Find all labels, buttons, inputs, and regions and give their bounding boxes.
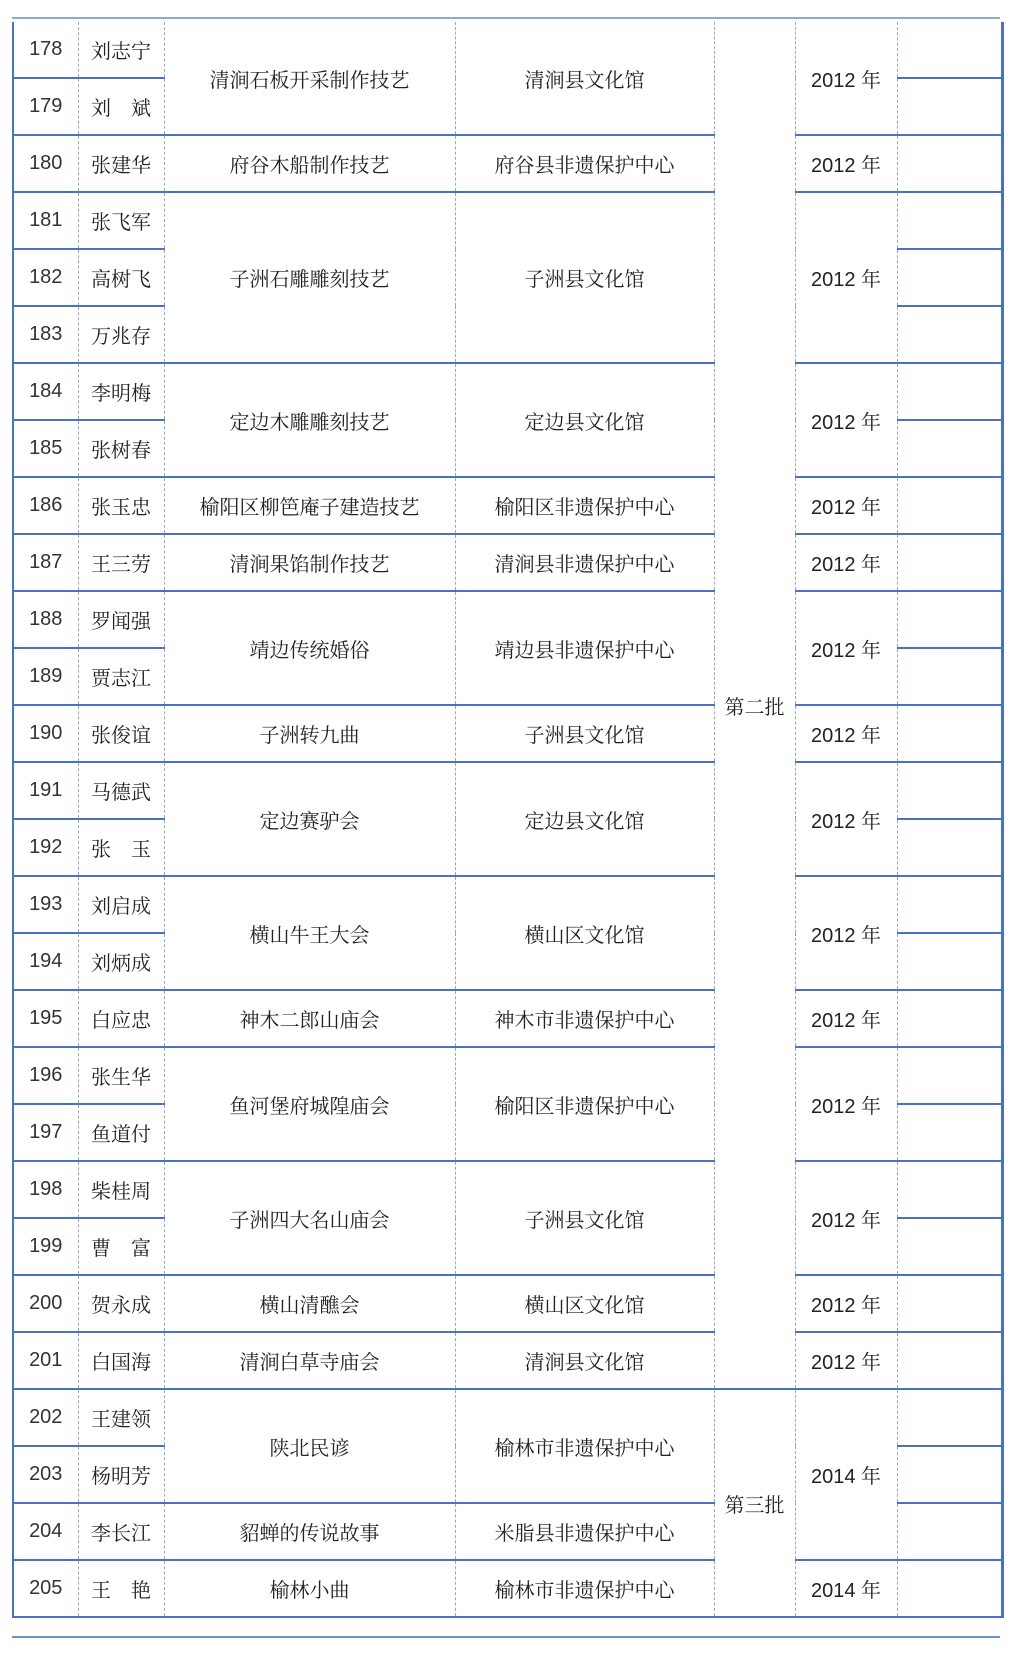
inheritor-name: 刘志宁 (78, 22, 164, 78)
batch-label: 第三批 (714, 1389, 795, 1617)
remark-cell (897, 1275, 1002, 1332)
year-cell: 2012 年 (795, 762, 897, 876)
project-name: 清涧果馅制作技艺 (164, 534, 455, 591)
row-number: 199 (13, 1218, 78, 1275)
year-cell: 2012 年 (795, 1047, 897, 1161)
remark-cell (897, 648, 1002, 705)
project-name: 榆阳区柳笆庵子建造技艺 (164, 477, 455, 534)
remark-cell (897, 306, 1002, 363)
row-number: 195 (13, 990, 78, 1047)
project-name: 横山牛王大会 (164, 876, 455, 990)
project-name: 清涧白草寺庙会 (164, 1332, 455, 1389)
remark-cell (897, 1503, 1002, 1560)
remark-cell (897, 249, 1002, 306)
bottom-rule (12, 1636, 1000, 1638)
inheritor-name: 罗闻强 (78, 591, 164, 648)
inheritor-name: 张建华 (78, 135, 164, 192)
project-name: 子洲石雕雕刻技艺 (164, 192, 455, 363)
row-number: 186 (13, 477, 78, 534)
inheritor-name: 刘启成 (78, 876, 164, 933)
inheritor-name: 马德武 (78, 762, 164, 819)
inheritor-name: 张生华 (78, 1047, 164, 1104)
year-cell: 2012 年 (795, 990, 897, 1047)
protection-unit: 定边县文化馆 (455, 363, 714, 477)
project-name: 神木二郎山庙会 (164, 990, 455, 1047)
remark-cell (897, 135, 1002, 192)
row-number: 198 (13, 1161, 78, 1218)
inheritor-name: 鱼道付 (78, 1104, 164, 1161)
table-row (13, 591, 1002, 648)
row-number: 194 (13, 933, 78, 990)
remark-cell (897, 876, 1002, 933)
project-name: 貂蝉的传说故事 (164, 1503, 455, 1560)
inheritor-name: 贺永成 (78, 1275, 164, 1332)
inheritor-table (12, 22, 1004, 1618)
row-number: 181 (13, 192, 78, 249)
row-number: 183 (13, 306, 78, 363)
remark-cell (897, 1104, 1002, 1161)
project-name: 清涧石板开采制作技艺 (164, 22, 455, 135)
remark-cell (897, 534, 1002, 591)
row-number: 200 (13, 1275, 78, 1332)
year-cell: 2012 年 (795, 876, 897, 990)
inheritor-name: 杨明芳 (78, 1446, 164, 1503)
row-number: 202 (13, 1389, 78, 1446)
row-number: 196 (13, 1047, 78, 1104)
inheritor-name: 柴桂周 (78, 1161, 164, 1218)
year-cell: 2012 年 (795, 591, 897, 705)
protection-unit: 清涧县非遗保护中心 (455, 534, 714, 591)
year-cell: 2012 年 (795, 192, 897, 363)
row-number: 182 (13, 249, 78, 306)
protection-unit: 府谷县非遗保护中心 (455, 135, 714, 192)
table-row (13, 762, 1002, 819)
protection-unit: 榆阳区非遗保护中心 (455, 1047, 714, 1161)
row-number: 197 (13, 1104, 78, 1161)
table-row (13, 990, 1002, 1047)
protection-unit: 榆阳区非遗保护中心 (455, 477, 714, 534)
year-cell: 2012 年 (795, 22, 897, 135)
protection-unit: 神木市非遗保护中心 (455, 990, 714, 1047)
remark-cell (897, 933, 1002, 990)
row-number: 187 (13, 534, 78, 591)
project-name: 靖边传统婚俗 (164, 591, 455, 705)
protection-unit: 子洲县文化馆 (455, 192, 714, 363)
protection-unit: 榆林市非遗保护中心 (455, 1389, 714, 1503)
remark-cell (897, 762, 1002, 819)
year-cell: 2012 年 (795, 1161, 897, 1275)
table-row (13, 1047, 1002, 1104)
project-name: 横山清醮会 (164, 1275, 455, 1332)
year-cell: 2012 年 (795, 1332, 897, 1389)
protection-unit: 榆林市非遗保护中心 (455, 1560, 714, 1617)
project-name: 陕北民谚 (164, 1389, 455, 1503)
table-row (13, 192, 1002, 249)
row-number: 188 (13, 591, 78, 648)
year-cell: 2014 年 (795, 1560, 897, 1617)
project-name: 子洲四大名山庙会 (164, 1161, 455, 1275)
remark-cell (897, 1161, 1002, 1218)
row-number: 204 (13, 1503, 78, 1560)
remark-cell (897, 78, 1002, 135)
inheritor-name: 张俊谊 (78, 705, 164, 762)
table-row (13, 1275, 1002, 1332)
row-number: 178 (13, 22, 78, 78)
project-name: 定边赛驴会 (164, 762, 455, 876)
protection-unit: 清涧县文化馆 (455, 22, 714, 135)
remark-cell (897, 420, 1002, 477)
year-cell: 2012 年 (795, 363, 897, 477)
protection-unit: 子洲县文化馆 (455, 705, 714, 762)
row-number: 201 (13, 1332, 78, 1389)
year-cell: 2012 年 (795, 135, 897, 192)
inheritor-name: 贾志江 (78, 648, 164, 705)
remark-cell (897, 1218, 1002, 1275)
table-row (13, 1161, 1002, 1218)
row-number: 190 (13, 705, 78, 762)
row-number: 189 (13, 648, 78, 705)
remark-cell (897, 819, 1002, 876)
project-name: 定边木雕雕刻技艺 (164, 363, 455, 477)
table-row (13, 534, 1002, 591)
remark-cell (897, 1389, 1002, 1446)
row-number: 192 (13, 819, 78, 876)
inheritor-name: 张 玉 (78, 819, 164, 876)
protection-unit: 清涧县文化馆 (455, 1332, 714, 1389)
table-row (13, 22, 1002, 78)
inheritor-name: 李长江 (78, 1503, 164, 1560)
remark-cell (897, 591, 1002, 648)
inheritor-name: 万兆存 (78, 306, 164, 363)
protection-unit: 子洲县文化馆 (455, 1161, 714, 1275)
protection-unit: 横山区文化馆 (455, 876, 714, 990)
protection-unit: 横山区文化馆 (455, 1275, 714, 1332)
project-name: 府谷木船制作技艺 (164, 135, 455, 192)
remark-cell (897, 22, 1002, 78)
batch-label: 第二批 (714, 22, 795, 1389)
inheritor-name: 张树春 (78, 420, 164, 477)
inheritor-name: 王三劳 (78, 534, 164, 591)
inheritor-name: 高树飞 (78, 249, 164, 306)
remark-cell (897, 1047, 1002, 1104)
remark-cell (897, 477, 1002, 534)
row-number: 203 (13, 1446, 78, 1503)
table-row (13, 876, 1002, 933)
year-cell: 2012 年 (795, 705, 897, 762)
row-number: 193 (13, 876, 78, 933)
year-cell: 2012 年 (795, 477, 897, 534)
table-row (13, 477, 1002, 534)
remark-cell (897, 1332, 1002, 1389)
remark-cell (897, 1446, 1002, 1503)
top-rule (12, 17, 1000, 19)
project-name: 子洲转九曲 (164, 705, 455, 762)
table-row (13, 1389, 1002, 1446)
row-number: 185 (13, 420, 78, 477)
inheritor-name: 刘 斌 (78, 78, 164, 135)
inheritor-name: 张飞军 (78, 192, 164, 249)
row-number: 180 (13, 135, 78, 192)
row-number: 191 (13, 762, 78, 819)
protection-unit: 定边县文化馆 (455, 762, 714, 876)
year-cell: 2012 年 (795, 1275, 897, 1332)
table-row (13, 705, 1002, 762)
remark-cell (897, 990, 1002, 1047)
table-row (13, 1332, 1002, 1389)
remark-cell (897, 192, 1002, 249)
row-number: 184 (13, 363, 78, 420)
inheritor-name: 白国海 (78, 1332, 164, 1389)
protection-unit: 米脂县非遗保护中心 (455, 1503, 714, 1560)
project-name: 榆林小曲 (164, 1560, 455, 1617)
row-number: 205 (13, 1560, 78, 1617)
project-name: 鱼河堡府城隍庙会 (164, 1047, 455, 1161)
table-row (13, 363, 1002, 420)
inheritor-name: 王建领 (78, 1389, 164, 1446)
inheritor-name: 曹 富 (78, 1218, 164, 1275)
protection-unit: 靖边县非遗保护中心 (455, 591, 714, 705)
table-row (13, 135, 1002, 192)
row-number: 179 (13, 78, 78, 135)
inheritor-name: 李明梅 (78, 363, 164, 420)
year-cell: 2012 年 (795, 534, 897, 591)
table-row (13, 1560, 1002, 1617)
inheritor-name: 刘炳成 (78, 933, 164, 990)
inheritor-name: 张玉忠 (78, 477, 164, 534)
remark-cell (897, 363, 1002, 420)
remark-cell (897, 705, 1002, 762)
inheritor-name: 王 艳 (78, 1560, 164, 1617)
inheritor-name: 白应忠 (78, 990, 164, 1047)
remark-cell (897, 1560, 1002, 1617)
year-cell: 2014 年 (795, 1389, 897, 1560)
